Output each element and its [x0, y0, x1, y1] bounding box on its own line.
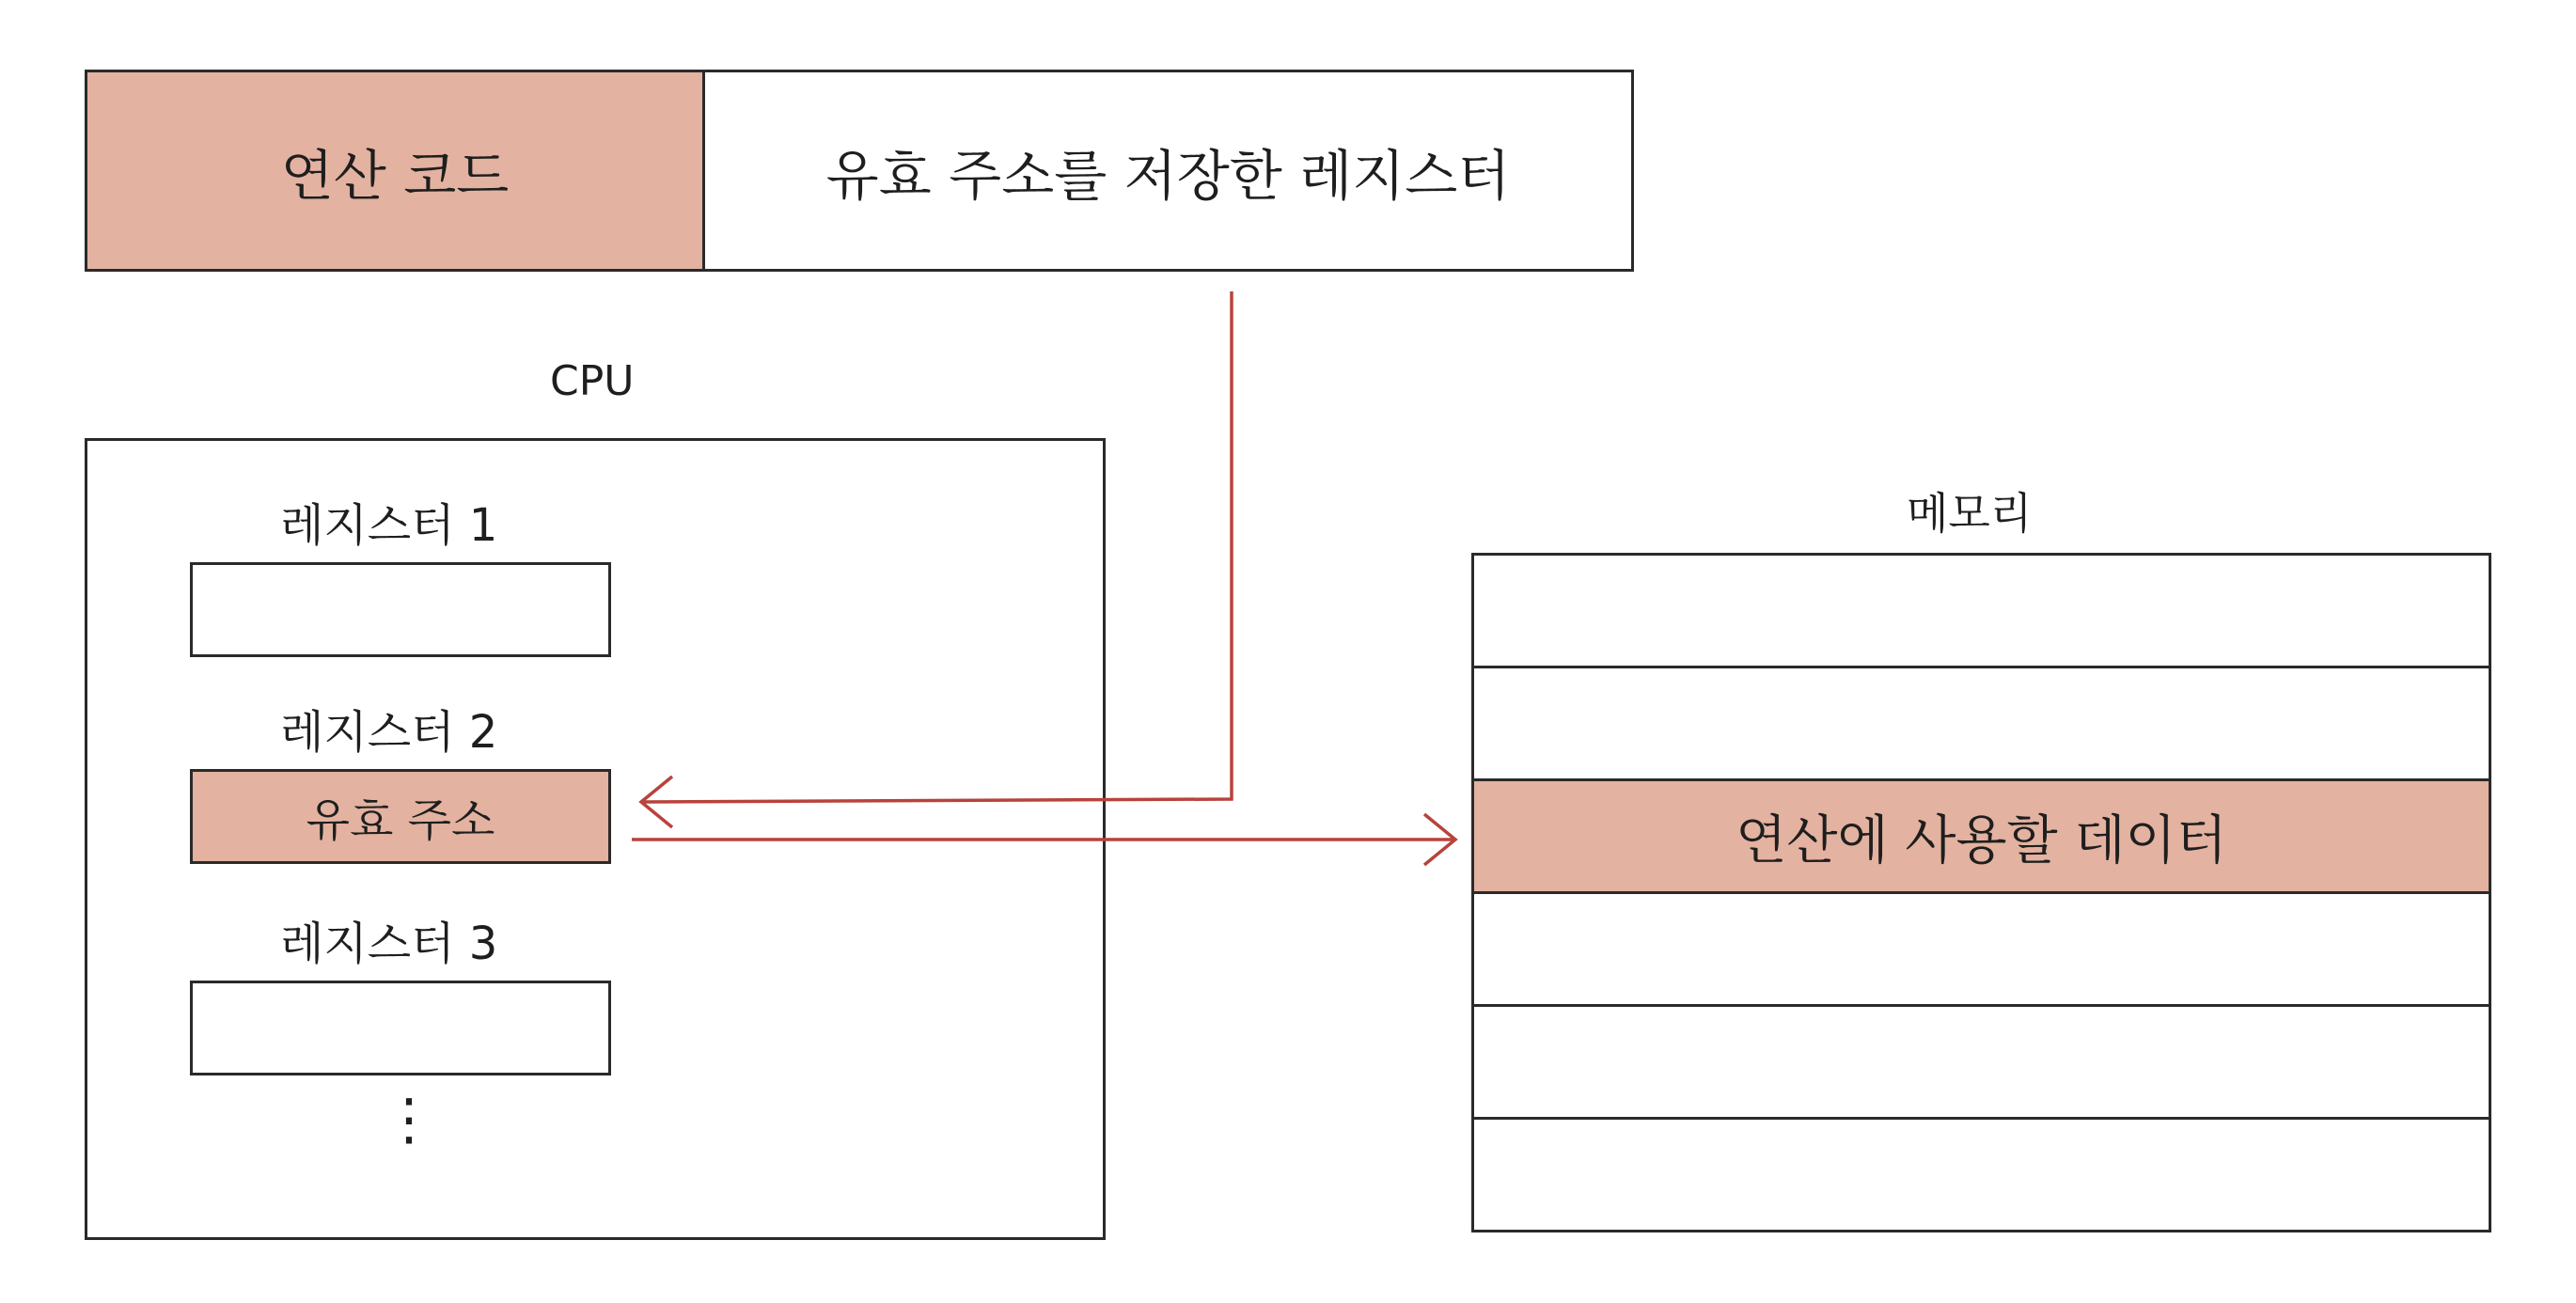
memory-data-label: 연산에 사용할 데이터 — [1736, 809, 2227, 871]
memory-row — [1474, 668, 2489, 781]
memory-title: 메모리 — [1907, 488, 2033, 539]
register-3-label: 레지스터 3 — [280, 918, 498, 970]
more-registers-ellipsis: ⋮ — [381, 1087, 437, 1153]
register-to-memory-arrowhead — [1424, 814, 1455, 865]
register-2-label: 레지스터 2 — [280, 706, 498, 759]
register-2 — [190, 769, 611, 864]
memory-row — [1474, 1120, 2489, 1230]
opcode-field — [87, 72, 705, 269]
operand-field — [705, 72, 1631, 269]
register-1 — [190, 562, 611, 657]
memory-row — [1474, 894, 2489, 1007]
memory-row-target-data — [1474, 781, 2489, 894]
cpu-title: CPU — [550, 357, 635, 405]
instruction-bar — [85, 70, 1634, 272]
memory-row — [1474, 1007, 2489, 1120]
memory-row — [1474, 556, 2489, 668]
opcode-label: 연산 코드 — [280, 143, 510, 208]
register-3 — [190, 981, 611, 1075]
operand-label: 유효 주소를 저장한 레지스터 — [825, 143, 1511, 208]
register-2-content: 유효 주소 — [306, 794, 495, 847]
memory-box — [1471, 553, 2491, 1232]
register-1-label: 레지스터 1 — [280, 499, 498, 552]
